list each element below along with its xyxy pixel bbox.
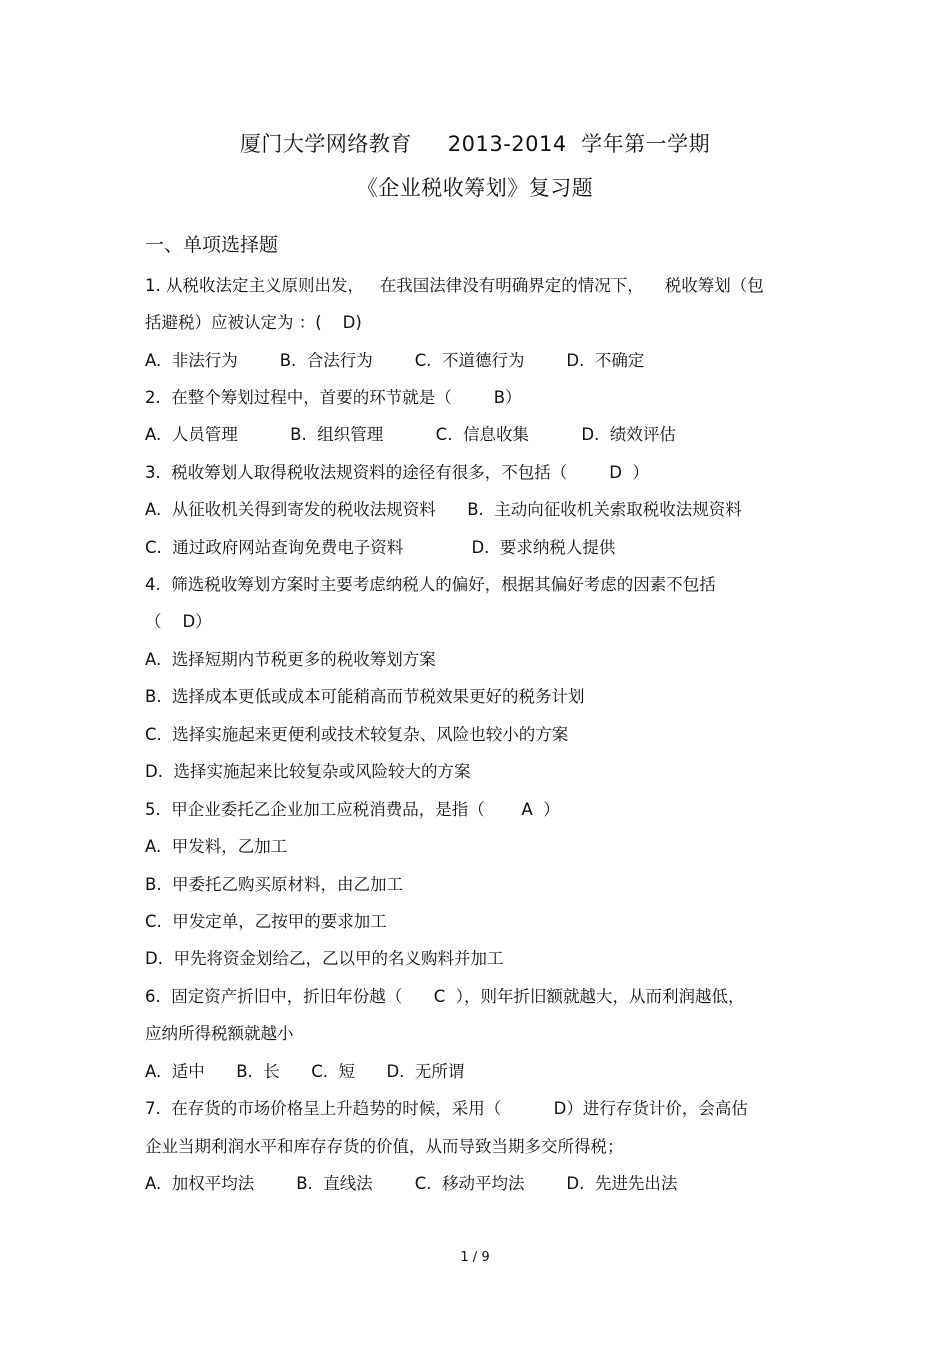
document-subtitle: 《企业税收筹划》复习题 [356,176,594,200]
page-number: 1 / 9 [460,1250,490,1265]
question-1-options: A. 非法行为 B. 合法行为 C. 不道德行为 D. 不确定 [145,351,645,370]
document-title: 厦门大学网络教育 2013-2014 学年第一学期 [239,132,711,156]
question-5-option-a: A. 甲发料，乙加工 [145,837,288,856]
section-heading: 一、单项选择题 [145,234,279,256]
question-1-text-cont: 括避税）应被认定为 ：( D) [145,313,362,332]
question-4-option-d: D. 选择实施起来比较复杂或风险较大的方案 [145,762,471,781]
question-6-text-cont: 应纳所得税额就越小 [145,1024,294,1043]
question-4-answer: （ D） [145,612,212,631]
question-3-options-ab: A. 从征收机关得到寄发的税收法规资料 B. 主动向征收机关索取税收法规资料 [145,500,742,519]
question-6-text: 6. 固定资产折旧中，折旧年份越（ C ），则年折旧额就越大，从而利润越低， [145,987,745,1006]
question-4-option-c: C. 选择实施起来更便利或技术较复杂、风险也较小的方案 [145,725,569,744]
question-2-options: A. 人员管理 B. 组织管理 C. 信息收集 D. 绩效评估 [145,425,676,444]
question-2-text: 2. 在整个筹划过程中，首要的环节就是（ B） [145,388,522,407]
question-4-option-a: A. 选择短期内节税更多的税收筹划方案 [145,650,436,669]
question-4-option-b: B. 选择成本更低或成本可能稍高而节税效果更好的税务计划 [145,687,585,706]
question-7-options: A. 加权平均法 B. 直线法 C. 移动平均法 D. 先进先出法 [145,1174,678,1193]
question-5-text: 5. 甲企业委托乙企业加工应税消费品，是指（ A ） [145,800,560,819]
question-5-option-c: C. 甲发定单，乙按甲的要求加工 [145,912,387,931]
question-7-text-cont: 企业当期利润水平和库存存货的价值，从而导致当期多交所得税； [145,1137,624,1156]
question-5-option-d: D. 甲先将资金划给乙，乙以甲的名义购料并加工 [145,949,504,968]
question-4-text: 4. 筛选税收筹划方案时主要考虑纳税人的偏好，根据其偏好考虑的因素不包括 [145,575,716,594]
question-6-options: A. 适中 B. 长 C. 短 D. 无所谓 [145,1062,465,1081]
question-7-text: 7. 在存货的市场价格呈上升趋势的时候，采用（ D）进行存货计价，会高估 [145,1099,748,1118]
question-3-text: 3. 税收筹划人取得税收法规资料的途径有很多，不包括（ D ） [145,463,649,482]
question-3-options-cd: C. 通过政府网站查询免费电子资料 D. 要求纳税人提供 [145,538,616,557]
question-1-text: 1. 从税收法定主义原则出发， 在我国法律没有明确界定的情况下， 税收筹划（包 [145,276,764,295]
question-5-option-b: B. 甲委托乙购买原材料，由乙加工 [145,875,404,894]
